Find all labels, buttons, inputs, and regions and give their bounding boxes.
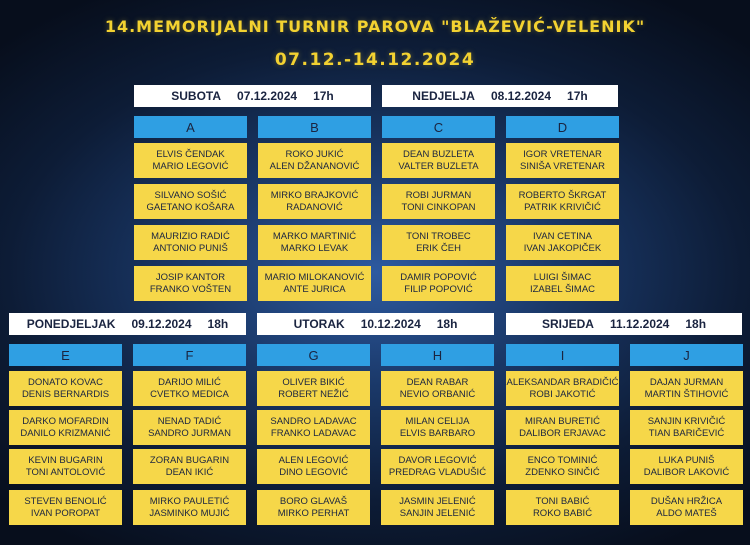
player-name: DALIBOR LAKOVIĆ (643, 466, 730, 478)
tournament-title: 14.MEMORIJALNI TURNIR PAROVA "BLAŽEVIĆ-VELENIK" (104, 17, 646, 36)
player-name: MARIO LEGOVIĆ (152, 160, 229, 172)
player-name: MILAN CELIJA (405, 415, 470, 427)
player-name: VALTER BUZLETA (398, 160, 479, 172)
day-time: 17h (567, 89, 588, 103)
pair-card (134, 225, 247, 260)
player-name: IGOR VRETENAR (523, 148, 602, 160)
player-name: DEAN IKIĆ (165, 466, 214, 478)
player-name: ERIK ČEH (416, 242, 461, 254)
player-name: DONATO KOVAC (28, 376, 103, 388)
player-name: MIRAN BURETIĆ (525, 415, 600, 427)
player-name: DINO LEGOVIĆ (279, 466, 348, 478)
player-name: ELVIS ČENDAK (156, 148, 225, 160)
player-name: ROBI JAKOTIĆ (529, 388, 596, 400)
pair-card (9, 371, 122, 406)
group-header-i: I (506, 344, 619, 366)
day-date: 07.12.2024 (237, 89, 298, 103)
player-name: FILIP POPOVIĆ (404, 283, 473, 295)
player-name: FRANKO VOŠTEN (149, 283, 232, 295)
day-name: NEDJELJA (412, 89, 475, 103)
pair-card (506, 266, 619, 301)
pair-card (630, 449, 743, 484)
group-header-j: J (630, 344, 743, 366)
pair-card (9, 490, 122, 525)
player-name: IVAN JAKOPIČEK (523, 242, 602, 254)
pair-card (258, 225, 371, 260)
player-name: SANDRO JURMAN (148, 427, 231, 439)
pair-card (506, 410, 619, 445)
player-name: LUKA PUNIŠ (658, 454, 715, 466)
tournament-dates: 07.12.-14.12.2024 (274, 50, 476, 70)
player-name: ZORAN BUGARIN (149, 454, 230, 466)
pair-card (9, 410, 122, 445)
day-date: 11.12.2024 (609, 317, 670, 331)
group-header-c: C (382, 116, 495, 138)
player-name: MARKO LEVAK (280, 242, 349, 254)
player-name: IVAN CETINA (533, 230, 592, 242)
player-name: ELVIS BARBARO (399, 427, 476, 439)
pair-card (630, 371, 743, 406)
day-name: PONEDJELJAK (26, 317, 116, 331)
pair-card (630, 410, 743, 445)
day-box-utorak (257, 313, 494, 335)
player-name: ROKO JUKIĆ (285, 148, 344, 160)
player-name: GAETANO KOŠARA (146, 201, 235, 213)
player-name: ALDO MATEŠ (656, 507, 717, 519)
pair-card (257, 410, 370, 445)
day-date: 10.12.2024 (360, 317, 421, 331)
player-name: SINIŠA VRETENAR (520, 160, 605, 172)
pair-card (381, 449, 494, 484)
player-name: STEVEN BENOLIĆ (24, 495, 107, 507)
player-name: MIRKO BRAJKOVIĆ (270, 189, 359, 201)
day-name: UTORAK (293, 317, 345, 331)
player-name: ROBERTO ŠKRGAT (518, 189, 607, 201)
pair-card (134, 143, 247, 178)
player-name: SANJIN JELENIĆ (399, 507, 476, 519)
pair-card (382, 184, 495, 219)
player-name: DEAN BUZLETA (402, 148, 475, 160)
player-name: TONI ANTOLOVIĆ (25, 466, 106, 478)
player-name: JASMIN JELENIĆ (399, 495, 476, 507)
pair-card (133, 449, 246, 484)
player-name: MARKO MARTINIĆ (272, 230, 357, 242)
pair-card (133, 410, 246, 445)
player-name: ROBI JURMAN (405, 189, 472, 201)
player-name: JOSIP KANTOR (155, 271, 226, 283)
pair-card (506, 143, 619, 178)
player-name: RADANOVIĆ (286, 201, 343, 213)
player-name: KEVIN BUGARIN (28, 454, 103, 466)
player-name: DALIBOR ERJAVAC (519, 427, 606, 439)
day-box-subota (134, 85, 371, 107)
player-name: ALEKSANDAR BRADIČIĆ (506, 376, 619, 388)
player-name: DENIS BERNARDIS (21, 388, 110, 400)
pair-card (257, 490, 370, 525)
pair-card (258, 266, 371, 301)
day-time: 17h (313, 89, 334, 103)
player-name: MARIO MILOKANOVIĆ (264, 271, 365, 283)
pair-card (506, 225, 619, 260)
player-name: ALEN DŽANANOVIĆ (269, 160, 360, 172)
player-name: BORO GLAVAŠ (279, 495, 348, 507)
player-name: DEAN RABAR (406, 376, 469, 388)
player-name: DUŠAN HRŽICA (650, 495, 723, 507)
player-name: NEVIO ORBANIĆ (399, 388, 476, 400)
group-header-f: F (133, 344, 246, 366)
player-name: DARKO MOFARDIN (22, 415, 109, 427)
group-header-e: E (9, 344, 122, 366)
player-name: OLIVER BIKIĆ (282, 376, 345, 388)
player-name: ANTE JURICA (283, 283, 346, 295)
player-name: DANILO KRIZMANIĆ (20, 427, 111, 439)
player-name: LUIGI ŠIMAC (533, 271, 592, 283)
group-header-a: A (134, 116, 247, 138)
pair-card (630, 490, 743, 525)
pair-card (258, 184, 371, 219)
pair-card (134, 266, 247, 301)
player-name: PATRIK KRIVIČIĆ (524, 201, 601, 213)
pair-card (9, 449, 122, 484)
day-date: 09.12.2024 (131, 317, 192, 331)
pair-card (257, 371, 370, 406)
group-header-h: H (381, 344, 494, 366)
day-date: 08.12.2024 (490, 89, 552, 103)
player-name: IZABEL ŠIMAC (529, 283, 596, 295)
player-name: MARTIN ŠTIHOVIĆ (644, 388, 729, 400)
player-name: TONI TROBEC (406, 230, 471, 242)
player-name: ENCO TOMINIĆ (527, 454, 598, 466)
pair-card (133, 490, 246, 525)
player-name: ALEN LEGOVIĆ (278, 454, 349, 466)
player-name: PREDRAG VLADUŠIĆ (388, 466, 487, 478)
pair-card (134, 184, 247, 219)
pair-card (258, 143, 371, 178)
day-name: SRIJEDA (541, 317, 594, 331)
player-name: ROKO BABIĆ (532, 507, 593, 519)
group-header-d: D (506, 116, 619, 138)
pair-card (382, 266, 495, 301)
player-name: SANJIN KRIVIČIĆ (647, 415, 726, 427)
player-name: TONI CINKOPAN (401, 201, 476, 213)
pair-card (506, 449, 619, 484)
group-header-b: B (258, 116, 371, 138)
player-name: TONI BABIĆ (535, 495, 590, 507)
player-name: FRANKO LADAVAC (270, 427, 357, 439)
day-time: 18h (207, 317, 229, 331)
player-name: DAVOR LEGOVIĆ (398, 454, 477, 466)
pair-card (382, 143, 495, 178)
player-name: CVETKO MEDICA (150, 388, 229, 400)
player-name: TIAN BARIČEVIĆ (648, 427, 725, 439)
player-name: SANDRO LADAVAC (270, 415, 357, 427)
day-box-ponedjeljak (9, 313, 246, 335)
player-name: SILVANO SOŠIĆ (154, 189, 227, 201)
pair-card (506, 184, 619, 219)
player-name: ZDENKO SINČIĆ (525, 466, 600, 478)
day-time: 18h (685, 317, 707, 331)
day-box-srijeda (506, 313, 742, 335)
pair-card (381, 371, 494, 406)
player-name: IVAN POROPAT (30, 507, 101, 519)
player-name: MIRKO PAULETIĆ (149, 495, 230, 507)
pair-card (506, 371, 619, 406)
player-name: DARIJO MILIĆ (158, 376, 221, 388)
group-header-g: G (257, 344, 370, 366)
player-name: DAJAN JURMAN (649, 376, 724, 388)
player-name: NENAD TADIĆ (157, 415, 222, 427)
player-name: MIRKO PERHAT (277, 507, 350, 519)
player-name: ROBERT NEŽIĆ (278, 388, 349, 400)
pair-card (381, 490, 494, 525)
player-name: ANTONIO PUNIŠ (153, 242, 228, 254)
pair-card (257, 449, 370, 484)
player-name: DAMIR POPOVIĆ (400, 271, 477, 283)
day-name: SUBOTA (171, 89, 222, 103)
pair-card (133, 371, 246, 406)
day-time: 18h (436, 317, 458, 331)
pair-card (382, 225, 495, 260)
pair-card (381, 410, 494, 445)
pair-card (506, 490, 619, 525)
player-name: MAURIZIO RADIĆ (151, 230, 230, 242)
player-name: JASMINKO MUJIĆ (149, 507, 230, 519)
day-box-nedjelja (382, 85, 618, 107)
